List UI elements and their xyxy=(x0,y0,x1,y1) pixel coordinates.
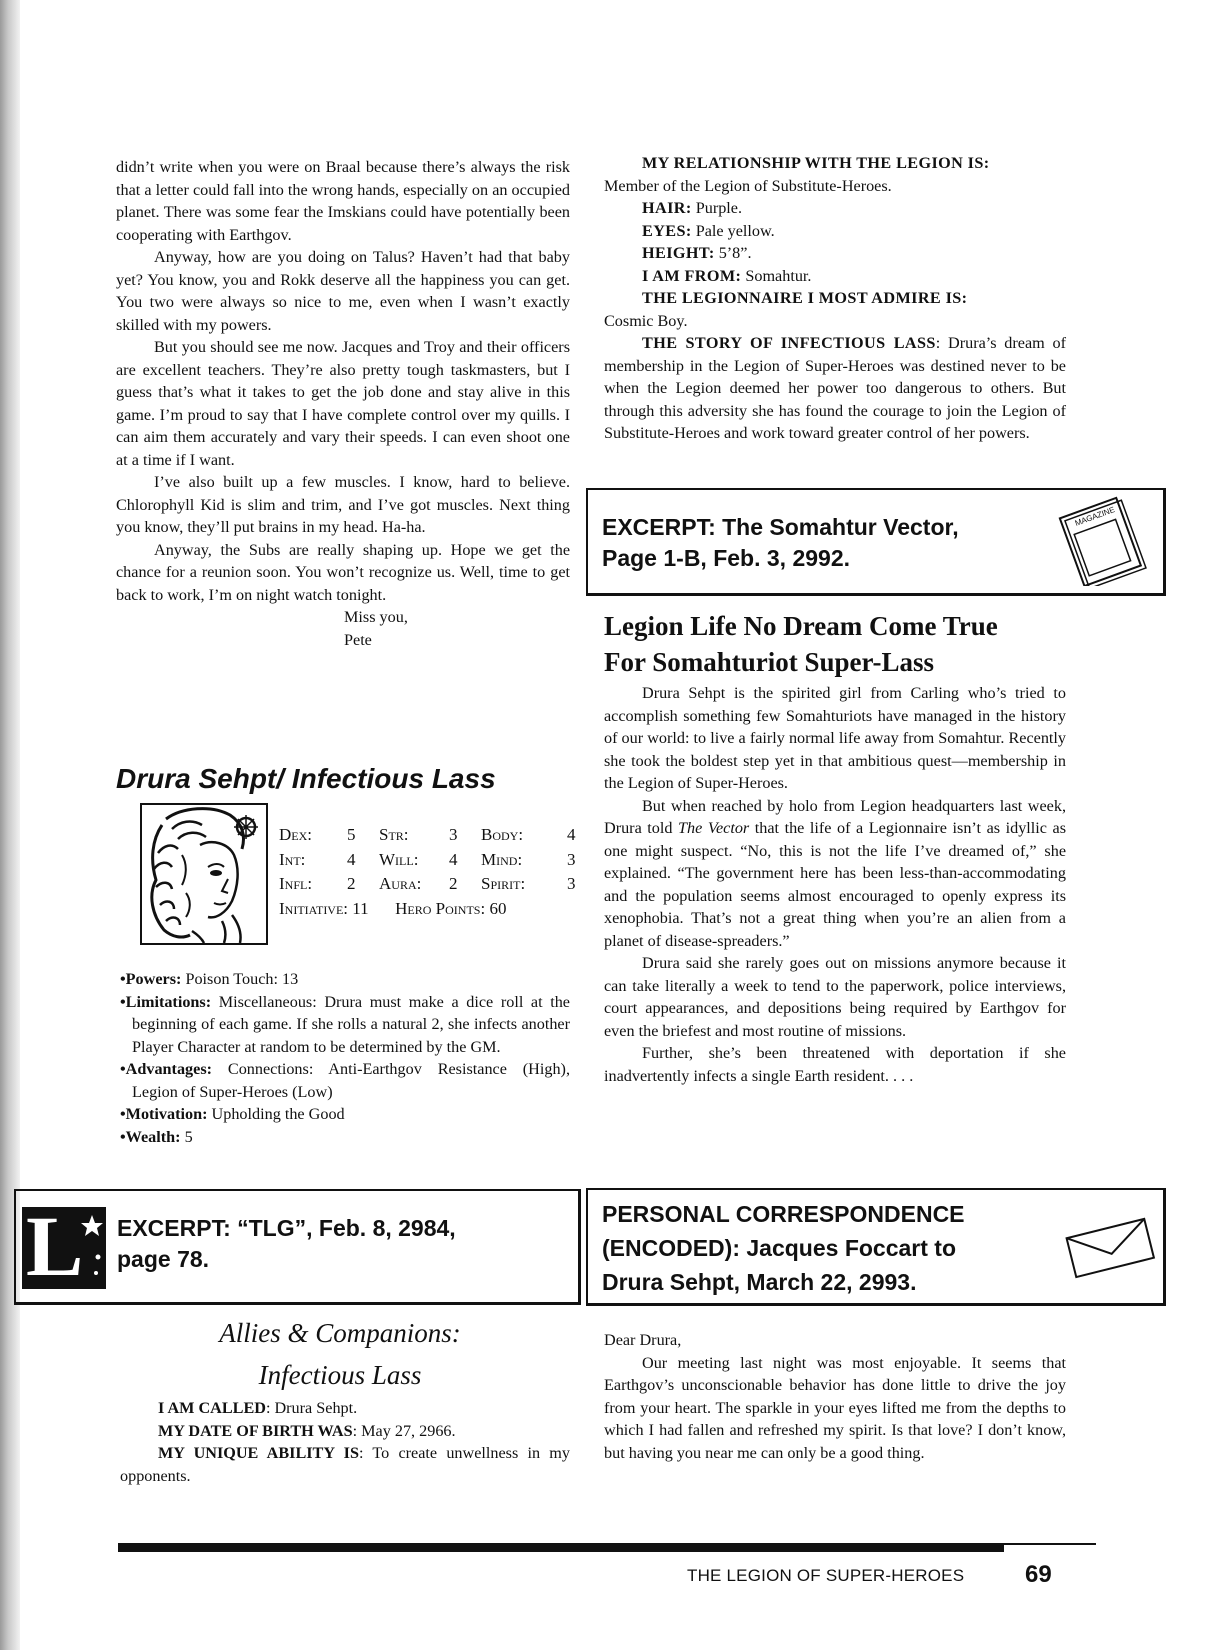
hero-points-value: 60 xyxy=(489,898,507,918)
footer-rule xyxy=(118,1543,1004,1552)
relationship-value: Member of the Legion of Substitute-Heroes. xyxy=(604,176,892,195)
article-paragraph: Further, she’s been threatened with deportation if she inadvertently infects a single Earth resident. . . . xyxy=(604,1044,1066,1085)
trait-text: 5 xyxy=(180,1127,193,1146)
correspondence-title-line3: Drura Sehpt, March 22, 2993. xyxy=(602,1269,917,1295)
trait-text: Upholding the Good xyxy=(207,1105,345,1123)
excerpt-vector-title-line2: Page 1-B, Feb. 3, 2992. xyxy=(602,545,851,571)
article-paragraph-start: But when reached by holo from Legion headquarters last week, Drura told xyxy=(604,796,1066,837)
article-headline xyxy=(604,608,1064,680)
allies-title-line2: Infectious Lass xyxy=(258,1360,422,1390)
from-value: Somahtur. xyxy=(741,266,812,285)
stat-label: Dex: xyxy=(279,825,312,844)
from-label: I AM FROM: xyxy=(642,266,742,285)
stat-label: Spirit: xyxy=(481,874,526,893)
called-value: : Drura Sehpt. xyxy=(265,1399,358,1417)
magazine-icon-label: MAGAZINE xyxy=(1073,505,1117,528)
stat-value: 4 xyxy=(567,825,576,844)
hero-points-label: Hero Points: xyxy=(395,898,486,918)
envelope-icon xyxy=(1062,1212,1158,1282)
letter-closing: Miss you, xyxy=(344,608,408,626)
height-value: 5’8”. xyxy=(714,244,752,262)
dob-value: : May 27, 2966. xyxy=(352,1421,456,1440)
trait-item xyxy=(112,1103,570,1126)
legion-logo-letter: L xyxy=(26,1198,84,1294)
stat-value: 4 xyxy=(449,849,458,869)
story-label: THE STORY OF INFECTIOUS LASS xyxy=(642,334,936,352)
publication-name: The Vector xyxy=(678,819,750,837)
trait-item xyxy=(112,968,570,991)
hair-label: HAIR: xyxy=(642,199,692,217)
ability-value: : To create unwellness in my opponents. xyxy=(120,1444,570,1485)
allies-details xyxy=(120,1397,570,1487)
trait-label: •Wealth: xyxy=(120,1127,181,1146)
hair-value: Purple. xyxy=(691,199,743,217)
page-number: 69 xyxy=(1025,1561,1052,1588)
footer-rule-thin xyxy=(1004,1543,1096,1545)
character-title: Drura Sehpt/ Infectious Lass xyxy=(116,763,496,794)
initiative-value: 11 xyxy=(352,898,369,918)
admire-value: Cosmic Boy. xyxy=(604,311,688,330)
height-label: HEIGHT: xyxy=(642,244,715,262)
excerpt-tlg-title-line2: page 78. xyxy=(117,1246,210,1272)
stat-label: Body: xyxy=(481,825,524,844)
article-paragraph: Drura Sehpt is the spirited girl from Carling who’s tried to accomplish something few Somahturiots have managed in the history of our world: to live a fairly normal life away from Somahtur. Recently she took the boldest step yet in that ambitious quest—membership in the Legion of Super-Heroes. xyxy=(604,684,1066,792)
footer-book-title: THE LEGION OF SUPER-HEROES xyxy=(687,1566,965,1585)
scan-edge-shadow xyxy=(0,0,20,1650)
letter-paragraph: But you should see me now. Jacques and Troy and their officers are excellent teachers. They’re also pretty tough taskmasters, but I guess that’s what it takes to get the job done and stay alive in this game. I’m proud to say that I have complete control over my quills. I can aim them accurately and vary their speeds. I can even shoot one at a time if I want. xyxy=(116,338,570,469)
trait-text: Miscellaneous: Drura must make a dice roll at the beginning of each game. If she rolls a natural 2, she infects another Player Character at random to be determined by the GM. xyxy=(132,992,570,1056)
trait-item xyxy=(112,1058,570,1103)
story-value: : Drura’s dream of membership in the Legion of Super-Heroes was destined never to be when the Legion deemed her power too dangerous to others. But through this adversity she has found the courage to join the Legion of Substitute-Heroes and work toward greater control of her powers. xyxy=(604,334,1066,442)
stat-value: 4 xyxy=(347,849,356,869)
stat-value: 2 xyxy=(347,874,356,893)
eyes-value: Pale yellow. xyxy=(691,221,775,240)
initiative-label: Initiative: xyxy=(279,898,349,918)
stat-value: 3 xyxy=(567,849,576,869)
letter-paragraph: didn’t write when you were on Braal because there’s always the risk that a letter could fall into the wrong hands, especially on an occupied planet. There was some fear the Imskians could have potentially been cooperating with Earthgov. xyxy=(116,158,570,244)
correspondence-body xyxy=(604,1329,1066,1464)
allies-title-line1: Allies & Companions: xyxy=(219,1318,461,1348)
character-stats xyxy=(279,823,576,921)
article-body xyxy=(604,682,1066,1087)
excerpt-vector-title-line1: EXCERPT: The Somahtur Vector, xyxy=(602,514,959,540)
stat-label: Mind: xyxy=(481,849,523,869)
admire-label: THE LEGIONNAIRE I MOST ADMIRE IS: xyxy=(642,289,968,307)
allies-title xyxy=(120,1312,560,1396)
letter-signature: Pete xyxy=(344,630,372,649)
trait-text: Poison Touch: 13 xyxy=(181,970,299,988)
trait-text: Connections: Anti-Earthgov Resistance (High), Legion of Super-Heroes (Low) xyxy=(132,1060,570,1101)
article-headline-line1: Legion Life No Dream Come True xyxy=(604,611,998,641)
stat-value: 2 xyxy=(449,874,458,893)
trait-item xyxy=(112,1126,570,1149)
correspondence-title-line1: PERSONAL CORRESPONDENCE xyxy=(602,1201,965,1227)
article-paragraph: Drura said she rarely goes out on missions anymore because it can take literally a week to tend to the paperwork, police interviews, court appearances, and depositions being required by Earthgov for even the briefest and most routine of missions. xyxy=(604,954,1066,1040)
stat-value: 3 xyxy=(449,825,458,844)
stat-label: Infl: xyxy=(279,874,313,893)
character-traits xyxy=(112,968,570,1148)
called-label: I AM CALLED xyxy=(158,1399,266,1417)
excerpt-tlg-box xyxy=(14,1189,581,1305)
trait-item xyxy=(112,991,570,1059)
eyes-label: EYES: xyxy=(642,221,692,240)
profile-details xyxy=(604,152,1066,445)
letter-paragraph: I’ve also built up a few muscles. I know, hard to believe. Chlorophyll Kid is slim and trim, and I’ve got muscles. Next thing you know, they’ll put brains in my head. Ha-ha. xyxy=(116,473,570,536)
article-paragraph-end: that the life of a Legionnaire isn’t as idyllic as one might suspect. “No, this is not the life I’ve dreamed of,” she explained. “The government here has been less-than-accommodating and the population seems almost encouraged to openly express its xenophobia. That’s not a great thing when you’re an alien from a planet of disease-spreaders.” xyxy=(604,819,1066,950)
stat-label: Int: xyxy=(279,849,306,869)
trait-label: •Limitations: xyxy=(120,992,212,1011)
article-paragraph xyxy=(604,795,1066,953)
correspondence-title-line2: (ENCODED): Jacques Foccart to xyxy=(602,1235,957,1261)
stat-value: 3 xyxy=(567,874,576,893)
letter-paragraph: Anyway, how are you doing on Talus? Haven’t had that baby yet? You know, you and Rokk deserve all the happiness you can get. You two were always so nice to me, even when I wasn’t exactly skilled with my powers. xyxy=(116,248,570,334)
portrait-frame xyxy=(140,803,268,945)
stat-label: Aura: xyxy=(379,874,422,893)
stat-label: Will: xyxy=(379,849,419,869)
character-portrait-icon xyxy=(142,805,266,943)
letter-continuation xyxy=(116,156,570,651)
legion-logo xyxy=(22,1198,106,1294)
stat-label: Str: xyxy=(379,825,409,844)
trait-label: •Motivation: xyxy=(120,1105,208,1123)
article-headline-line2: For Somahturiot Super-Lass xyxy=(604,647,935,677)
trait-label: •Powers: xyxy=(120,970,182,988)
letter-paragraph: Anyway, the Subs are really shaping up. Hope we get the chance for a reunion soon. You won’t recognize us. Well, time to get back to work, I’m on night watch tonight. xyxy=(116,540,570,604)
star-icon xyxy=(22,1207,106,1289)
correspondence-salutation: Dear Drura, xyxy=(604,1331,682,1349)
correspondence-text: Our meeting last night was most enjoyable. It seems that Earthgov’s unconscionable behavior has done little to drive the joy from your heart. The sparkle in your eyes lifted me from the depths to which I had fallen and refreshed my spirit. Is that love? I don’t know, but having you near me can only be a good thing. xyxy=(604,1353,1066,1462)
ability-label: MY UNIQUE ABILITY IS xyxy=(158,1444,359,1462)
trait-label: •Advantages: xyxy=(120,1060,213,1078)
relationship-label: MY RELATIONSHIP WITH THE LEGION IS: xyxy=(642,154,990,172)
correspondence-box xyxy=(586,1188,1166,1306)
excerpt-tlg-title-line1: EXCERPT: “TLG”, Feb. 8, 2984, xyxy=(117,1215,456,1241)
dob-label: MY DATE OF BIRTH WAS xyxy=(158,1421,353,1440)
stat-value: 5 xyxy=(347,825,356,844)
excerpt-vector-box xyxy=(586,488,1166,596)
